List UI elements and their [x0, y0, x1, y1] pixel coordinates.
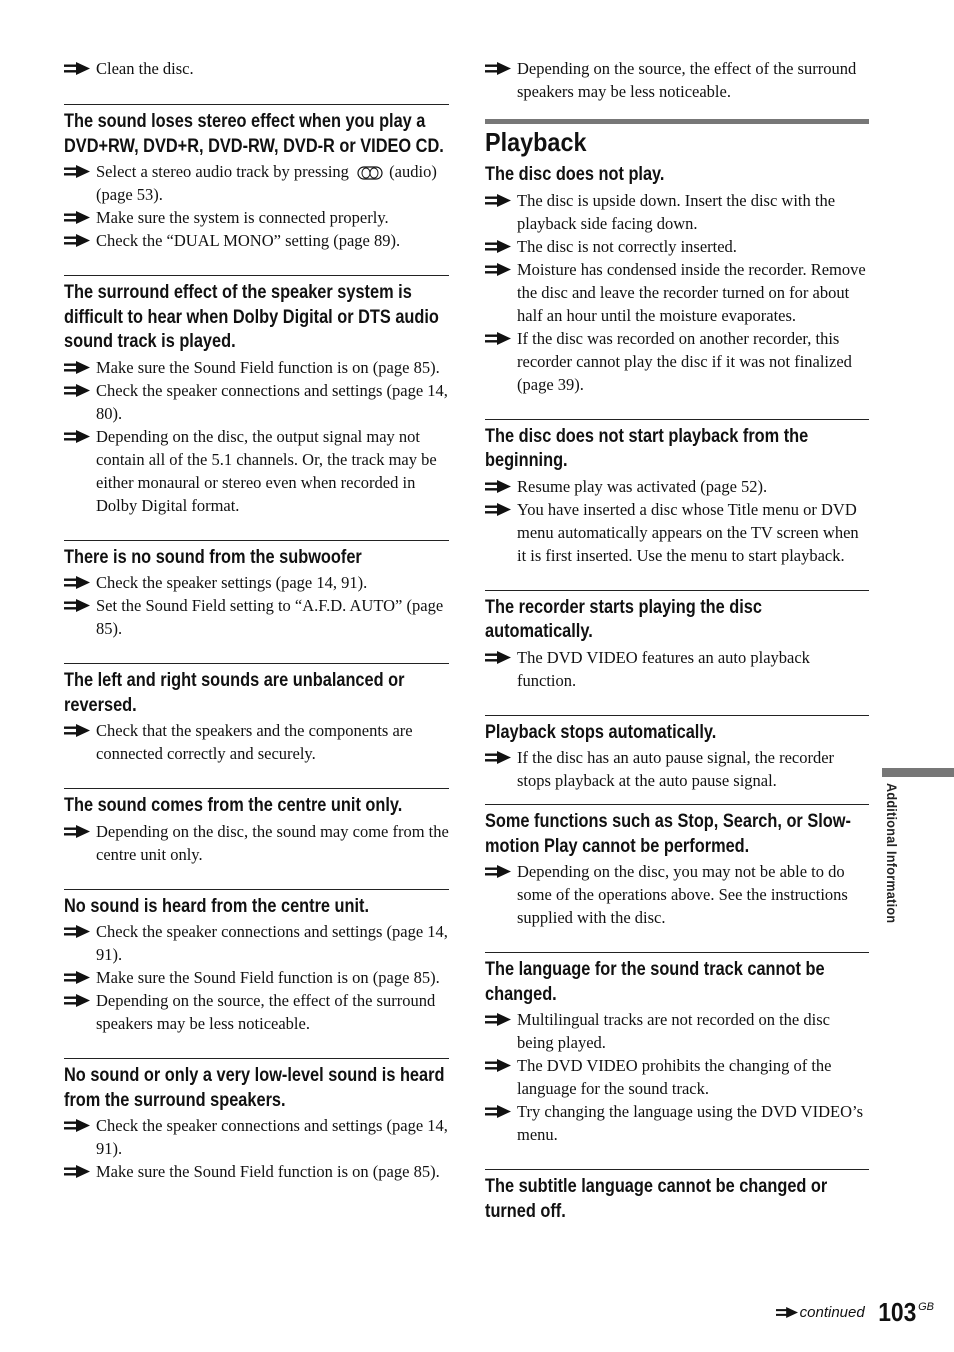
list-item: Depending on the disc, the sound may come from the centre unit only. [64, 820, 449, 866]
list-item: If the disc was recorded on another recorder, this recorder cannot play the disc if it was not finalized (page 39). [485, 327, 869, 396]
list-item: Check the speaker connections and settings (page 14, 80). [64, 379, 449, 425]
page-suffix: GB [918, 1301, 934, 1313]
right-arrow-icon [64, 576, 90, 589]
list-item: The DVD VIDEO prohibits the changing of the language for the sound track. [485, 1054, 869, 1100]
section-heading: The subtitle language cannot be changed or turned off. [485, 1176, 828, 1222]
side-tab [880, 783, 910, 958]
right-arrow-icon [64, 599, 90, 612]
section-heading: Playback stops automatically. [485, 721, 717, 743]
right-arrow-icon [64, 994, 90, 1007]
section-heading: The left and right sounds are unbalanced or reversed. [64, 670, 405, 716]
playback-section-header [485, 119, 869, 157]
right-arrow-icon [485, 1059, 511, 1072]
section-surround-low [64, 1058, 449, 1183]
continued-indicator [776, 1304, 865, 1321]
right-arrow-icon [485, 62, 511, 75]
list-item: The disc is upside down. Insert the disc with the playback side facing down. [485, 189, 869, 235]
list-item: The DVD VIDEO features an auto playback function. [485, 646, 869, 692]
right-arrow-icon [485, 480, 511, 493]
section-heading: Some functions such as Stop, Search, or Slow-motion Play cannot be performed. [485, 811, 851, 857]
section-heading: No sound is heard from the centre unit. [64, 895, 370, 917]
list-item: Depending on the disc, you may not be able to do some of the operations above. See the instructions supplied with the disc. [485, 860, 869, 929]
audio-button-icon [357, 166, 383, 180]
list-item: The disc is not correctly inserted. [485, 235, 869, 258]
section-surround-effect [64, 275, 449, 517]
right-arrow-icon [485, 751, 511, 764]
list-item: Clean the disc. [64, 57, 449, 80]
section-heading: The sound comes from the centre unit only. [64, 795, 403, 816]
left-column [64, 57, 449, 1183]
right-arrow-icon [64, 165, 90, 178]
section-auto-stop [485, 715, 869, 793]
section-stereo-effect [64, 104, 449, 252]
list-item: Make sure the Sound Field function is on (page 85). [64, 1160, 449, 1183]
right-arrow-icon [485, 503, 511, 516]
section-heading: The language for the sound track cannot be changed. [485, 959, 825, 1005]
right-arrow-icon [64, 361, 90, 374]
right-arrow-icon [485, 263, 511, 276]
list-item: Check the speaker connections and settings (page 14, 91). [64, 1114, 449, 1160]
right-arrow-icon [64, 1119, 90, 1132]
right-arrow-icon [485, 332, 511, 345]
list-item: If the disc has an auto pause signal, the recorder stops playback at the auto pause signal. [485, 746, 869, 792]
list-item: Check the speaker settings (page 14, 91). [64, 571, 449, 594]
section-heading: The surround effect of the speaker system is difficult to hear when Dolby Digital or DTS audio sound track is played. [64, 282, 439, 352]
right-arrow-icon [64, 430, 90, 443]
right-arrow-icon [485, 1013, 511, 1026]
section-heading: The disc does not play. [485, 164, 665, 185]
right-arrow-icon [485, 240, 511, 253]
page-footer [776, 1297, 934, 1327]
right-column [485, 57, 869, 1225]
list-item: Make sure the Sound Field function is on (page 85). [64, 966, 449, 989]
right-arrow-icon [776, 1307, 798, 1318]
list-item: Moisture has condensed inside the recorder. Remove the disc and leave the recorder turned on for about half an hour until the moisture evaporates. [485, 258, 869, 327]
list-item: Make sure the Sound Field function is on (page 85). [64, 356, 449, 379]
side-tab-label: Additional Information [884, 783, 900, 924]
list-item: Select a stereo audio track by pressing (audio) (page 53). [64, 160, 449, 206]
list-item: Resume play was activated (page 52). [485, 475, 869, 498]
list-item: Try changing the language using the DVD VIDEO’s menu. [485, 1100, 869, 1146]
section-disc-not-play [485, 163, 869, 396]
section-not-from-beginning [485, 419, 869, 567]
right-arrow-icon [64, 925, 90, 938]
page-title: Playback [485, 127, 587, 157]
list-item: Depending on the source, the effect of the surround speakers may be less noticeable. [485, 57, 869, 103]
right-arrow-icon [64, 234, 90, 247]
section-subwoofer [64, 540, 449, 641]
right-arrow-icon [64, 211, 90, 224]
side-tab-bar [882, 768, 954, 777]
section-centre-only [64, 788, 449, 866]
right-arrow-icon [64, 724, 90, 737]
right-arrow-icon [485, 1105, 511, 1118]
section-unbalanced [64, 663, 449, 765]
right-arrow-icon [485, 865, 511, 878]
section-heading: The recorder starts playing the disc automatically. [485, 596, 762, 642]
right-arrow-icon [64, 971, 90, 984]
list-item: Check the “DUAL MONO” setting (page 89). [64, 229, 449, 252]
continued-label: continued [799, 1304, 865, 1321]
section-auto-start [485, 590, 869, 692]
list-item: Multilingual tracks are not recorded on the disc being played. [485, 1008, 869, 1054]
page-number: 103 [877, 1297, 917, 1327]
right-arrow-icon [64, 384, 90, 397]
right-arrow-icon [64, 825, 90, 838]
list-item: Set the Sound Field setting to “A.F.D. AUTO” (page 85). [64, 594, 449, 640]
section-functions-unavailable [485, 804, 869, 929]
right-arrow-icon [485, 194, 511, 207]
right-arrow-icon [64, 1165, 90, 1178]
section-heading: No sound or only a very low-level sound is heard from the surround speakers. [64, 1065, 445, 1111]
list-item: You have inserted a disc whose Title menu or DVD menu automatically appears on the TV screen when it is first inserted. Use the menu to start playback. [485, 498, 869, 567]
list-item: Check that the speakers and the components are connected correctly and securely. [64, 719, 449, 765]
right-arrow-icon [64, 62, 90, 75]
section-heading: There is no sound from the subwoofer [64, 546, 362, 568]
list-item: Check the speaker connections and settings (page 14, 91). [64, 920, 449, 966]
right-arrow-icon [485, 651, 511, 664]
section-sound-language [485, 952, 869, 1146]
list-item: Make sure the system is connected properly. [64, 206, 449, 229]
section-no-centre-sound [64, 889, 449, 1036]
section-subtitle-language [485, 1169, 869, 1224]
section-heading: The sound loses stereo effect when you play a DVD+RW, DVD+R, DVD-RW, DVD-R or VIDEO CD. [64, 111, 444, 157]
list-item: Depending on the source, the effect of the surround speakers may be less noticeable. [64, 989, 449, 1035]
section-heading: The disc does not start playback from the beginning. [485, 425, 809, 471]
list-item: Depending on the disc, the output signal may not contain all of the 5.1 channels. Or, the track may be either monaural or stereo even when recorded in Dolby Digital format. [64, 425, 449, 517]
